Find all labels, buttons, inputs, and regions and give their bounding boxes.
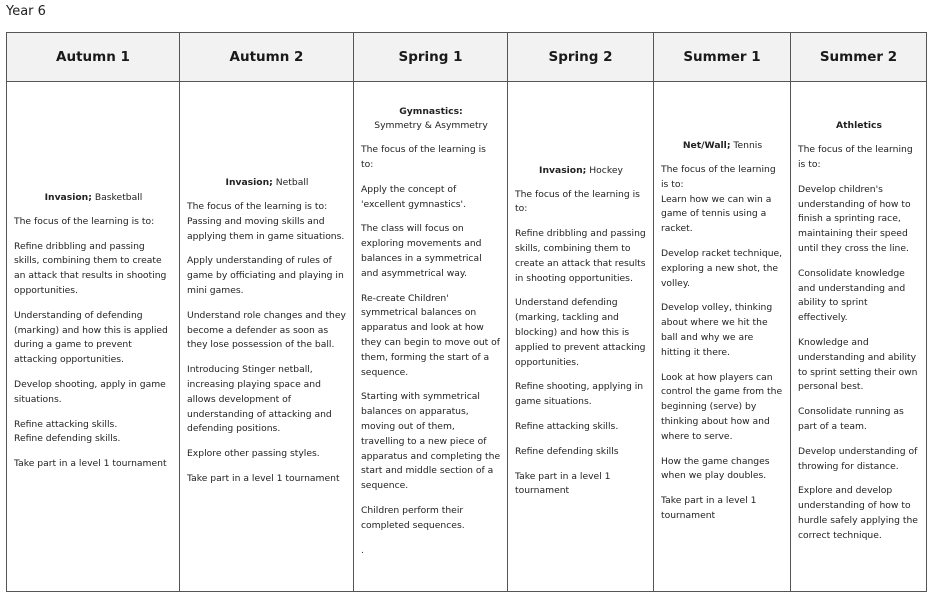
topic-rest: Basketball: [91, 192, 143, 204]
cell-line: Take part in a level 1 tournament: [515, 470, 611, 497]
topic-bold: Athletics: [836, 120, 882, 132]
cell-line: .: [361, 544, 364, 556]
topic-bold: Invasion;: [225, 177, 273, 189]
topic-heading: [798, 119, 920, 134]
cell-line: Develop children's understanding of how to finish a sprinting race, maintaining their speed until they cross the line.: [798, 183, 911, 255]
cell-line: Look at how players can control the game from the beginning (serve) by thinking about how and where to serve.: [661, 371, 783, 442]
cell-line: Explore and develop understanding of how to hurdle safely applying the correct technique.: [798, 485, 918, 541]
cell-line: Passing and moving skills and applying them in game situations.: [187, 215, 345, 242]
topic-rest: Netball: [272, 177, 309, 189]
cell-summer-2: [791, 82, 927, 592]
topic-heading: [187, 176, 347, 191]
cell-line: Consolidate knowledge and understanding and ability to sprint effectively.: [798, 267, 906, 324]
cell-line: Take part in a level 1 tournament: [661, 495, 757, 521]
header-spring-1: Spring 1: [354, 33, 508, 82]
cell-line: Consolidate running as part of a team.: [798, 406, 904, 432]
cell-line: Develop understanding of throwing for distance.: [798, 445, 918, 472]
cell-line: Understand defending (marking, tackling and blocking) and how this is applied to prevent attacking opportunities.: [515, 297, 646, 368]
page-title: Year 6: [6, 4, 46, 19]
cell-line: Refine defending skills: [515, 445, 619, 457]
header-summer-2: Summer 2: [791, 33, 927, 82]
cell-line: Understanding of defending (marking) and how this is applied during a game to prevent attacking opportunities.: [14, 309, 168, 366]
cell-spring-1: [354, 82, 508, 592]
cell-autumn-2: [180, 82, 354, 592]
cell-line: The class will focus on exploring movements and balances in a symmetrical and asymmetrical way.: [361, 223, 482, 279]
cell-line: Develop racket technique, exploring a new shot, the volley.: [661, 248, 783, 289]
topic-heading: [14, 191, 173, 206]
cell-line: Understand role changes and they become a defender as soon as they lose possession of the ball.: [187, 309, 346, 351]
topic-bold: Invasion;: [539, 164, 587, 176]
cell-line: Learn how we can win a game of tennis using a racket.: [661, 193, 772, 235]
cell-line: Refine attacking skills.: [14, 418, 118, 430]
cell-line: Re-create Children' symmetrical balances on apparatus and look at how they can begin to move out of them, forming the start of a sequence.: [361, 292, 501, 378]
header-autumn-2: Autumn 2: [180, 33, 354, 82]
cell-line: Starting with symmetrical balances on apparatus, moving out of them, travelling to a new piece of apparatus and completing the start and middle section of a sequence.: [361, 391, 501, 492]
cell-line: Develop volley, thinking about where we hit the ball and why we are hitting it there.: [661, 302, 773, 358]
header-autumn-1: Autumn 1: [7, 33, 180, 82]
cell-line: Knowledge and understanding and ability to sprint setting their own personal best.: [798, 337, 918, 393]
cell-line: The focus of the learning is to:: [515, 188, 640, 215]
cell-line: The focus of the learning is to:: [661, 164, 776, 190]
cell-summer-1: [654, 82, 791, 592]
topic-rest: Symmetry & Asymmetry: [374, 120, 488, 132]
topic-bold: Net/Wall;: [682, 140, 731, 152]
content-row: [7, 82, 927, 592]
cell-line: Apply understanding of rules of game by officiating and playing in mini games.: [187, 255, 344, 296]
header-spring-2: Spring 2: [508, 33, 654, 82]
header-row: [7, 33, 927, 82]
cell-line: Refine dribbling and passing skills, combining them to create an attack that results in shooting opportunities.: [14, 240, 167, 296]
cell-line: The focus of the learning is to:: [14, 215, 155, 227]
cell-line: How the game changes when we play doubles.: [661, 455, 770, 482]
topic-bold: Gymnastics:: [399, 105, 463, 117]
curriculum-table: [6, 32, 927, 592]
topic-heading: [515, 164, 647, 179]
topic-bold: Invasion;: [44, 192, 92, 204]
cell-line: Children perform their completed sequences.: [361, 504, 465, 531]
topic-heading: [361, 105, 501, 135]
cell-line: Take part in a level 1 tournament: [14, 458, 167, 470]
cell-line: Develop shooting, apply in game situations.: [14, 378, 166, 405]
cell-spring-2: [508, 82, 654, 592]
topic-heading: [661, 139, 784, 154]
header-summer-1: Summer 1: [654, 33, 791, 82]
cell-line: Take part in a level 1 tournament: [187, 472, 340, 484]
cell-line: The focus of the learning is to:: [798, 144, 913, 171]
cell-line: Refine shooting, applying in game situations.: [515, 381, 644, 408]
cell-line: Introducing Stinger netball, increasing playing space and allows development of understanding of attacking and defending positions.: [187, 364, 332, 435]
cell-line: The focus of the learning is to:: [187, 201, 328, 213]
cell-line: Refine attacking skills.: [515, 420, 619, 432]
cell-line: The focus of the learning is to:: [361, 144, 486, 171]
cell-autumn-1: [7, 82, 180, 592]
cell-line: Refine dribbling and passing skills, combining them to create an attack that results in shooting opportunities.: [515, 228, 646, 284]
topic-rest: Tennis: [730, 140, 763, 152]
topic-rest: Hockey: [586, 164, 623, 176]
cell-line: Explore other passing styles.: [187, 448, 320, 460]
cell-line: Apply the concept of 'excellent gymnastics'.: [361, 183, 466, 210]
cell-line: Refine defending skills.: [14, 433, 121, 445]
